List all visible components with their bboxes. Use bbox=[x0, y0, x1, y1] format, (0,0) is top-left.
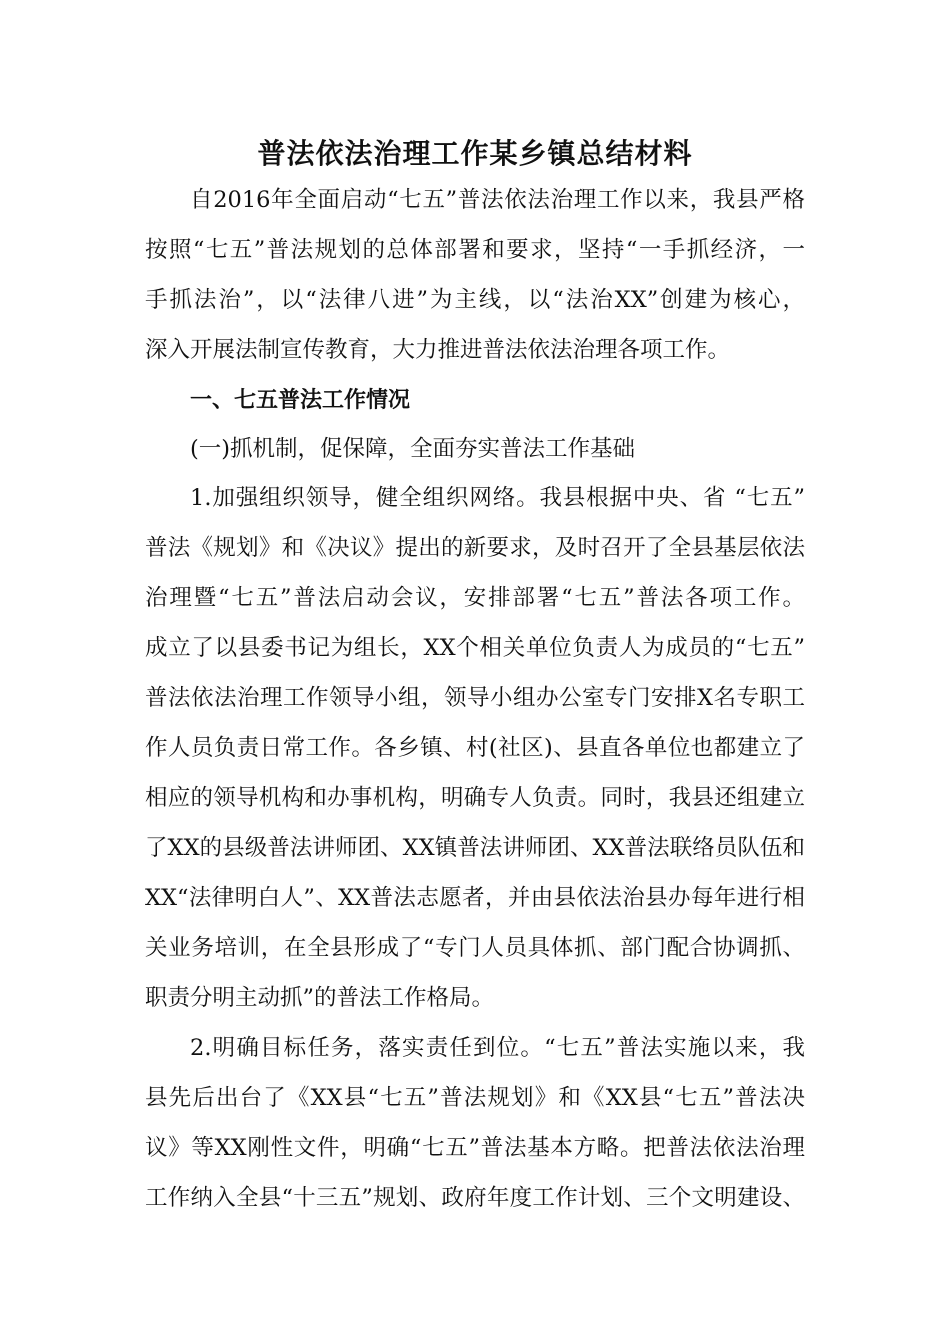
subsection-heading: (一)抓机制，促保障，全面夯实普法工作基础 bbox=[190, 436, 636, 462]
paragraph-line: XX“法律明白人”、XX普法志愿者，并由县依法治县办每年进行相 bbox=[145, 885, 805, 911]
paragraph-line: 议》等XX刚性文件，明确“七五”普法基本方略。把普法依法治理 bbox=[145, 1135, 805, 1161]
paragraph-line: 相应的领导机构和办事机构，明确专人负责。同时，我县还组建立 bbox=[145, 785, 805, 811]
paragraph-line: 成立了以县委书记为组长，XX个相关单位负责人为成员的“七五” bbox=[145, 635, 805, 661]
paragraph-line: 1.加强组织领导，健全组织网络。我县根据中央、省 “七五” bbox=[190, 485, 805, 511]
paragraph-line: 2.明确目标任务，落实责任到位。“七五”普法实施以来，我 bbox=[190, 1035, 805, 1061]
paragraph-line: 工作纳入全县“十三五”规划、政府年度工作计划、三个文明建设、 bbox=[145, 1185, 805, 1211]
section-heading: 一、七五普法工作情况 bbox=[190, 388, 411, 413]
paragraph-line: 县先后出台了《XX县“七五”普法规划》和《XX县“七五”普法决 bbox=[145, 1085, 805, 1111]
paragraph-line: 关业务培训，在全县形成了“专门人员具体抓、部门配合协调抓、 bbox=[145, 935, 805, 961]
paragraph-line: 职责分明主动抓”的普法工作格局。 bbox=[145, 985, 495, 1011]
paragraph-line: 手抓法治”，以“法律八进”为主线，以“法治XX”创建为核心， bbox=[145, 287, 805, 313]
paragraph-line: 深入开展法制宣传教育，大力推进普法依法治理各项工作。 bbox=[145, 337, 731, 363]
paragraph-line: 按照“七五”普法规划的总体部署和要求，坚持“一手抓经济，一 bbox=[145, 237, 805, 263]
paragraph-line: 普法《规划》和《决议》提出的新要求，及时召开了全县基层依法 bbox=[145, 535, 805, 561]
paragraph-line: 自2016年全面启动“七五”普法依法治理工作以来，我县严格 bbox=[190, 187, 805, 213]
paragraph-line: 作人员负责日常工作。各乡镇、村(社区)、县直各单位也都建立了 bbox=[145, 735, 805, 761]
document-title: 普法依法治理工作某乡镇总结材料 bbox=[257, 137, 693, 170]
paragraph-line: 治理暨“七五”普法启动会议，安排部署“七五”普法各项工作。 bbox=[145, 585, 805, 611]
paragraph-line: 普法依法治理工作领导小组，领导小组办公室专门安排X名专职工 bbox=[145, 685, 805, 711]
paragraph-line: 了XX的县级普法讲师团、XX镇普法讲师团、XX普法联络员队伍和 bbox=[145, 835, 805, 861]
